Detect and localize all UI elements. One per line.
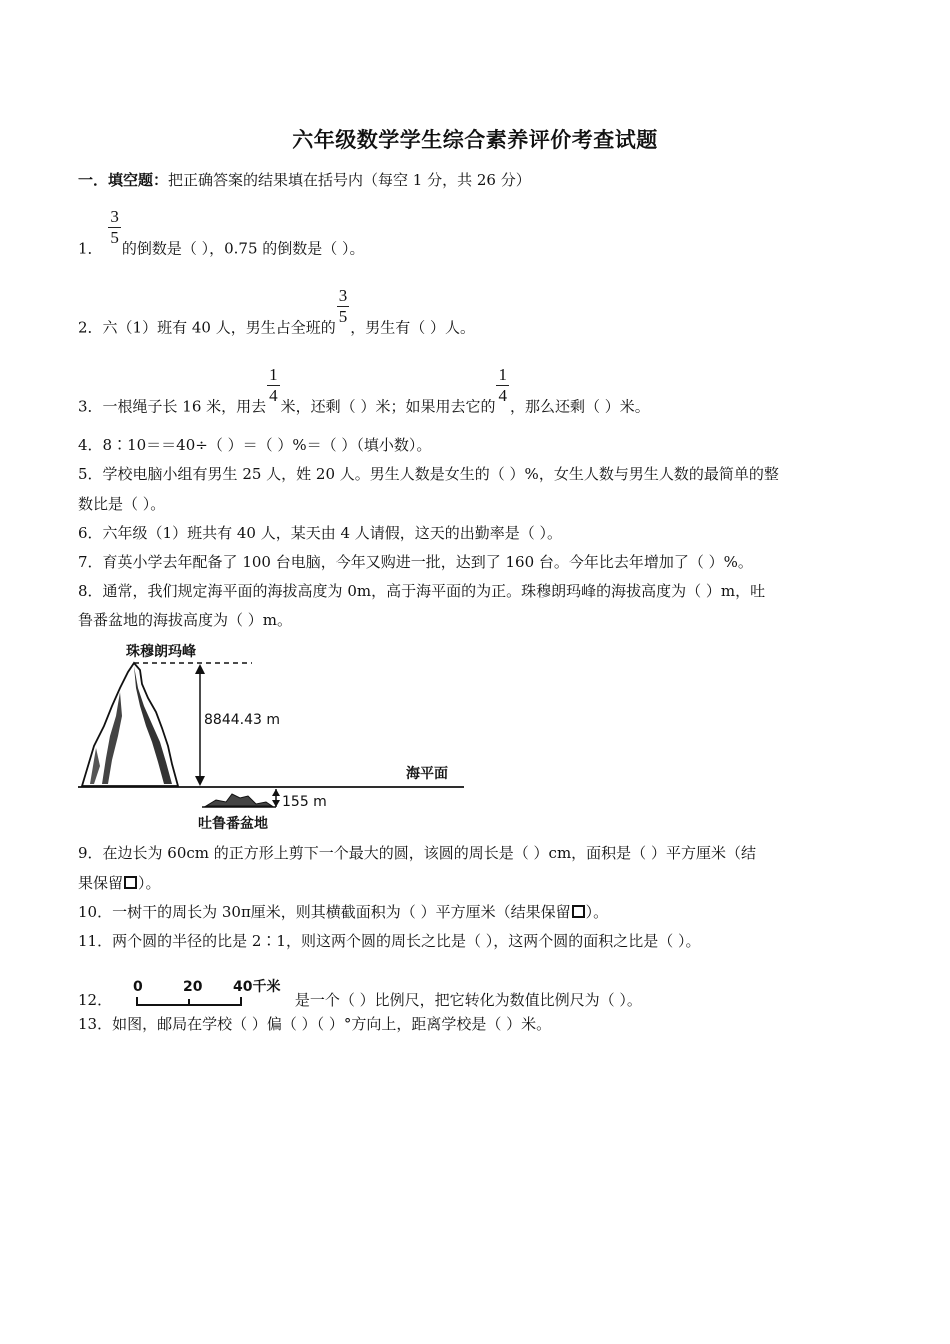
fraction-one-quarter — [496, 365, 509, 406]
question-10 — [78, 902, 608, 922]
arrow-head-down-icon — [195, 776, 205, 786]
question-9-post: ）。 — [138, 874, 161, 892]
question-5-line-2: 数比是（ ）。 — [78, 495, 166, 513]
mountain-icon — [82, 663, 178, 786]
fraction-denominator: 4 — [269, 386, 278, 405]
scale-label-40: 40千米 — [232, 979, 281, 995]
question-13: 13．如图，邮局在学校（ ）偏（ ）（ ）°方向上，距离学校是（ ）米。 — [78, 1015, 552, 1033]
question-3-pre: 3．一根绳子长 16 米，用去 — [78, 397, 267, 416]
question-8-line-2: 鲁番盆地的海拔高度为（ ）m。 — [78, 611, 292, 629]
arrow-head-up-icon — [195, 664, 205, 674]
question-12-text: 是一个（ ）比例尺，把它转化为数值比例尺为（ ）。 — [294, 991, 642, 1009]
fraction-three-fifths — [337, 286, 350, 327]
fraction-numerator: 3 — [338, 286, 348, 305]
question-1-text: 的倒数是（ ），0.75 的倒数是（ ）。 — [121, 239, 365, 258]
altitude-figure — [76, 636, 466, 834]
page-title: 六年级数学学生综合素养评价考查试题 — [292, 127, 658, 152]
fraction-denominator: 5 — [110, 228, 119, 247]
peak-label: 珠穆朗玛峰 — [126, 644, 196, 660]
basin-icon — [202, 794, 276, 807]
question-12 — [78, 977, 642, 1011]
sea-level-label: 海平面 — [406, 766, 448, 782]
question-9-pre: 果保留 — [78, 874, 124, 892]
fraction-denominator: 5 — [338, 307, 348, 326]
question-2 — [78, 286, 475, 349]
question-2-pre: 2．六（1）班有 40 人，男生占全班的 — [78, 318, 336, 337]
question-9-line-2 — [78, 873, 161, 893]
arrow-head-up-icon — [272, 789, 280, 796]
height-label: 8844.43 m — [204, 712, 280, 728]
question-2-post: ，男生有（ ）人。 — [350, 318, 475, 337]
question-6: 6．六年级（1）班共有 40 人，某天由 4 人请假，这天的出勤率是（ ）。 — [78, 524, 563, 542]
line-scale-icon — [127, 977, 295, 1011]
fraction-numerator: 3 — [110, 207, 119, 226]
fraction-one-quarter — [267, 365, 280, 406]
section-1-header — [78, 170, 531, 190]
question-10-pre: 10．一树干的周长为 30π厘米，则其横截面积为（ ）平方厘米（结果保留 — [78, 903, 571, 921]
pi-placeholder-icon — [124, 876, 137, 889]
question-4: 4．8∶10＝＝40÷（ ）＝（ ）%＝（ ）（填小数）。 — [78, 436, 432, 454]
fraction-numerator: 1 — [269, 365, 278, 384]
question-8-line-1: 8．通常，我们规定海平面的海拔高度为 0m，高于海平面的为正。珠穆朗玛峰的海拔高度为（ ）m，吐 — [78, 582, 766, 600]
question-12-number: 12． — [78, 991, 113, 1009]
fraction-denominator: 4 — [498, 386, 507, 405]
section-1-instruction: 把正确答案的结果填在括号内（每空 1 分，共 26 分） — [168, 171, 531, 189]
question-5-line-1: 5．学校电脑小组有男生 25 人，姓 20 人。男生人数是女生的（ ）%，女生人数与男生人数的最简单的整 — [78, 465, 779, 483]
basin-label: 吐鲁番盆地 — [198, 816, 268, 832]
question-3 — [78, 365, 650, 428]
fraction-numerator: 1 — [498, 365, 507, 384]
depth-label: 155 m — [282, 794, 327, 810]
arrow-head-down-icon — [272, 800, 280, 807]
pi-placeholder-icon — [572, 905, 585, 918]
question-9-line-1: 9．在边长为 60cm 的正方形上剪下一个最大的圆，该圆的周长是（ ）cm，面积是（ ）平方厘米（结 — [78, 844, 756, 862]
question-10-post: ）。 — [585, 903, 609, 921]
fraction-three-fifths — [108, 207, 121, 248]
question-11: 11．两个圆的半径的比是 2∶1，则这两个圆的周长之比是（ ），这两个圆的面积之比是（ ）。 — [78, 932, 701, 950]
question-1-number: 1． — [78, 239, 103, 258]
section-1-label: 一．填空题： — [78, 171, 169, 189]
scale-label-0: 0 — [132, 979, 143, 995]
scale-label-20: 20 — [182, 979, 203, 995]
question-1 — [78, 207, 365, 270]
question-3-mid: 米，还剩（ ）米；如果用去它的 — [280, 397, 496, 416]
question-7: 7．育英小学去年配备了 100 台电脑，今年又购进一批，达到了 160 台。今年比去年增加了（ ）%。 — [78, 553, 753, 571]
question-3-post: ，那么还剩（ ）米。 — [509, 397, 650, 416]
